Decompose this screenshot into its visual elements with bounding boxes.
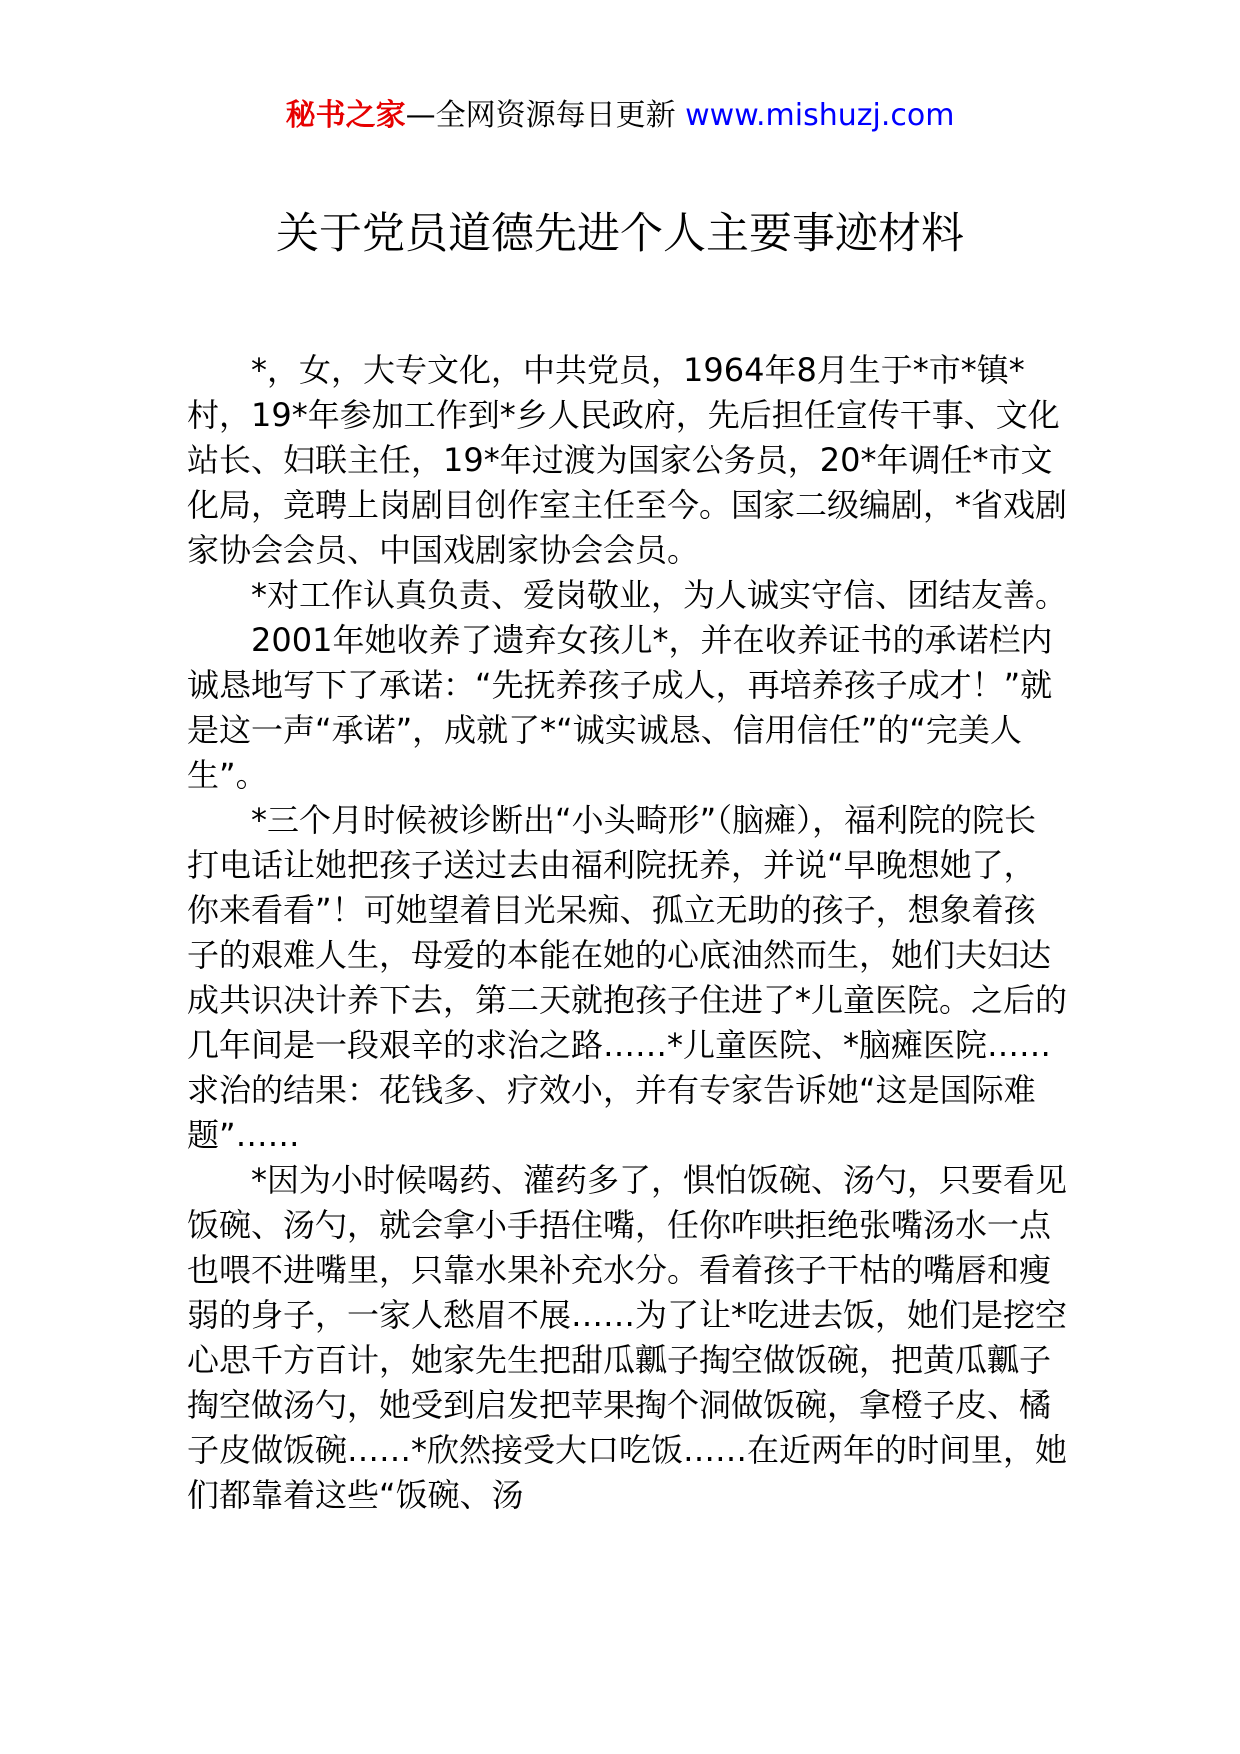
paragraph: *因为小时候喝药、灌药多了，惧怕饭碗、汤勺，只要看见饭碗、汤勺，就会拿小手捂住嘴，任你咋哄拒绝张嘴汤水一点也喂不进嘴里，只靠水果补充水分。看着孩子干枯的嘴唇和瘦弱的身子，一家人愁眉不展……为了让*吃进去饭，她们是挖空心思千方百计，她家先生把甜瓜瓤子掏空做饭碗，把黄瓜瓤子掏空做汤勺，她受到启发把苹果掏个洞做饭碗，拿橙子皮、橘子皮做饭碗……*欣然接受大口吃饭……在近两年的时间里，她们都靠着这些“饭碗、汤 — [187, 1161, 1068, 1514]
site-url-link[interactable]: www.mishuzj.com — [685, 98, 955, 133]
paragraph: *，女，大专文化，中共党员，1964年8月生于*市*镇*村，19*年参加工作到*乡人民政府，先后担任宣传干事、文化站长、妇联主任，19*年过渡为国家公务员，20*年调任*市文化局，竞聘上岗剧目创作室主任至今。国家二级编剧，*省戏剧家协会会员、中国戏剧家协会会员。 — [187, 351, 1068, 569]
document-title: 关于党员道德先进个人主要事迹材料 — [276, 209, 964, 259]
paragraph: *三个月时候被诊断出“小头畸形”（脑瘫），福利院的院长打电话让她把孩子送过去由福利院抚养，并说“早晚想她了，你来看看”！可她望着目光呆痴、孤立无助的孩子，想象着孩子的艰难人生，母爱的本能在她的心底油然而生，她们夫妇达成共识决计养下去，第二天就抱孩子住进了*儿童医院。之后的几年间是一段艰辛的求治之路……*儿童医院、*脑瘫医院……求治的结果：花钱多、疗效小，并有专家告诉她“这是国际难题”…… — [187, 801, 1068, 1154]
site-header — [0, 96, 1240, 136]
document-body — [187, 348, 1067, 1518]
site-tagline: —全网资源每日更新 — [405, 98, 676, 133]
paragraph: 2001年她收养了遗弃女孩儿*，并在收养证书的承诺栏内诚恳地写下了承诺：“先抚养孩子成人，再培养孩子成才！”就是这一声“承诺”，成就了*“诚实诚恳、信用信任”的“完美人生”。 — [187, 621, 1053, 794]
paragraph: *对工作认真负责、爱岗敬业，为人诚实守信、团结友善。 — [251, 576, 1068, 614]
site-brand: 秘书之家 — [285, 98, 406, 133]
